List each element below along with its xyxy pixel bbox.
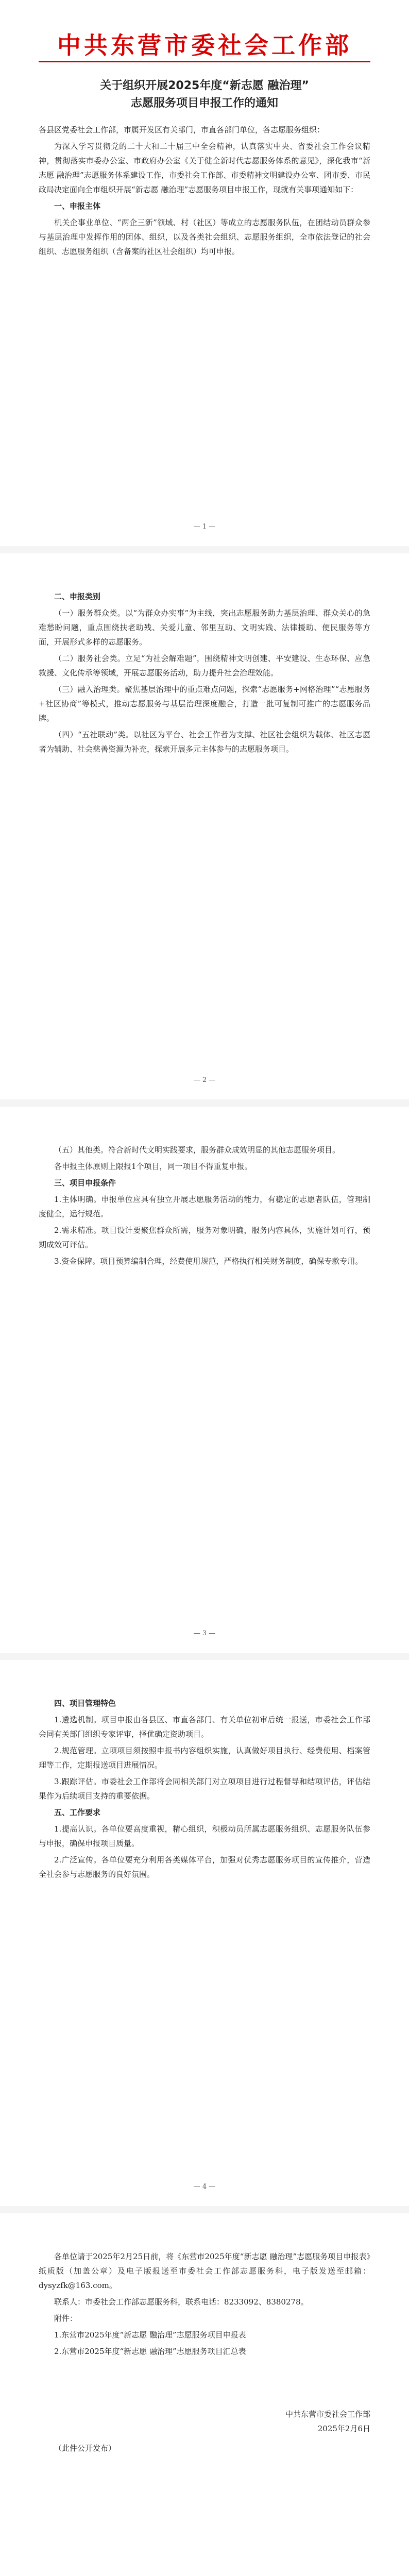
page-gap: [0, 546, 409, 553]
page-gap: [0, 2206, 409, 2213]
document-page-3: [0, 1107, 409, 1653]
paragraph: 机关企事业单位、“两企三新”领域、村（社区）等成立的志愿服务队伍，在团结动员群众参与基层治理中发挥作用的团体、组织，以及各类社会组织、志愿服务组织，全市依法登记的社会组织、志愿服务组织（含备案的社区社会组织）均可申报。: [39, 218, 370, 256]
page-gap: [0, 1653, 409, 1660]
paragraph: （五）其他类。符合新时代文明实践要求，服务群众成效明显的其他志愿服务项目。: [54, 1145, 340, 1155]
paragraph: （二）服务社会类。立足“为社会解难题”，围绕精神文明创建、平安建设、生态环保、应急救援、文化传承等领域，开展志愿服务活动，助力提升社会治理效能。: [39, 654, 370, 677]
paragraph: （三）融入治理类。聚焦基层治理中的重点难点问题，探索“志愿服务+网格治理”“志愿服务+社区协商”等模式，推动志愿服务与基层治理深度融合，打造一批可复制可推广的志愿服务品牌。: [39, 685, 370, 723]
section-heading: 三、项目申报条件: [54, 1178, 116, 1188]
notice-title-line-2: 志愿服务项目申报工作的通知: [130, 97, 278, 110]
page-number: — 2 —: [193, 1076, 216, 1084]
header-red-rule: [39, 61, 370, 62]
paragraph: 2.规范管理。立项项目须按照申报书内容组织实施，认真做好项目执行、经费使用、档案管理等工作，定期报送项目进展情况。: [39, 1746, 370, 1770]
page-gap: [0, 1099, 409, 1107]
paragraph: 2.需求精准。项目设计要聚焦群众所需，服务对象明确，服务内容具体，实施计划可行，预期成效可评估。: [39, 1226, 370, 1249]
page-number: — 3 —: [193, 1630, 216, 1637]
publish-note: （此件公开发布）: [54, 2444, 116, 2453]
paragraph: 各单位请于2025年2月25日前，将《东营市2025年度“新志愿 融治理”志愿服务项目申报表》纸质版（加盖公章）及电子版报送至市委社会工作部志愿服务科，电子版发送至邮箱：dysyzfk@163.com。: [39, 2252, 370, 2290]
notice-title-line-1: 关于组织开展2025年度“新志愿 融治理”: [100, 79, 309, 92]
attachment-item[interactable]: 1.东营市2025年度“新志愿 融治理”志愿服务项目申报表: [54, 2330, 246, 2340]
paragraph: 3.跟踪评估。市委社会工作部将会同相关部门对立项项目进行过程督导和结项评估，评估结果作为后续项目支持的重要依据。: [39, 1777, 370, 1801]
signature-org: 中共东营市委社会工作部: [285, 2410, 370, 2419]
salutation: 各县区党委社会工作部，市属开发区有关部门，市直各部门单位，各志愿服务组织：: [39, 125, 325, 134]
paragraph: 1.主体明确。申报单位应具有独立开展志愿服务活动的能力，有稳定的志愿者队伍，管理制度健全，运行规范。: [39, 1195, 370, 1218]
paragraph: （一）服务群众类。以“为群众办实事”为主线，突出志愿服务助力基层治理、群众关心的急难愁盼问题，重点围绕扶老助残、关爱儿童、邻里互助、文明实践、法律援助、便民服务等方面，开展形式多样的志愿服务。: [39, 608, 370, 647]
document-page-1: [0, 0, 409, 546]
org-title: 中共东营市委社会工作部: [57, 31, 352, 59]
attachment-label: 附件：: [54, 2314, 78, 2323]
attachment-item[interactable]: 2.东营市2025年度“新志愿 融治理”志愿服务项目汇总表: [54, 2347, 246, 2356]
paragraph: 各申报主体原则上限报1个项目，同一项目不得重复申报。: [54, 1162, 252, 1171]
section-heading: 四、项目管理特色: [54, 1699, 116, 1708]
page-number: — 4 —: [193, 2183, 216, 2191]
paragraph: 1.遴选机制。项目申报由各县区、市直各部门、有关单位初审后统一报送，市委社会工作部会同有关部门组织专家评审，择优确定资助项目。: [39, 1715, 370, 1739]
contact-paragraph: 联系人：市委社会工作部志愿服务科，联系电话：8233092、8380278。: [54, 2297, 309, 2307]
document-page-5: [0, 2213, 409, 2576]
document-page-4: [0, 1660, 409, 2206]
section-heading: 二、申报类别: [54, 592, 101, 601]
section-heading: 五、工作要求: [54, 1808, 101, 1817]
paragraph: 2.广泛宣传。各单位要充分利用各类媒体平台，加强对优秀志愿服务项目的宣传推介，营造全社会参与志愿服务的良好氛围。: [39, 1855, 370, 1879]
paragraph: 1.提高认识。各单位要高度重视，精心组织，积极动员所属志愿服务组织、志愿服务队伍参与申报，确保申报项目质量。: [39, 1824, 370, 1848]
paragraph: 3.资金保障。项目预算编制合理，经费使用规范，严格执行相关财务制度，确保专款专用。: [54, 1257, 363, 1266]
section-heading: 一、申报主体: [54, 201, 101, 211]
intro-paragraph: 为深入学习贯彻党的二十大和二十届三中全会精神，认真落实中央、省委社会工作会议精神，贯彻落实市委办公室、市政府办公室《关于健全新时代志愿服务体系的意见》，深化我市“新志愿 融治理”志愿服务体系建设工作，市委社会工作部、市委精神文明建设办公室、团市委、市民政局决定面向全市组织开展“新志愿 融治理”志愿服务项目申报工作，现就有关事项通知如下：: [39, 142, 370, 194]
signature-date: 2025年2月6日: [317, 2424, 370, 2433]
paragraph: （四）“五社联动”类。以社区为平台、社会工作者为支撑、社区社会组织为载体、社区志愿者为辅助、社会慈善资源为补充，探索开展多元主体参与的志愿服务项目。: [39, 730, 370, 754]
document-page-2: [0, 553, 409, 1099]
page-number: — 1 —: [193, 523, 216, 531]
